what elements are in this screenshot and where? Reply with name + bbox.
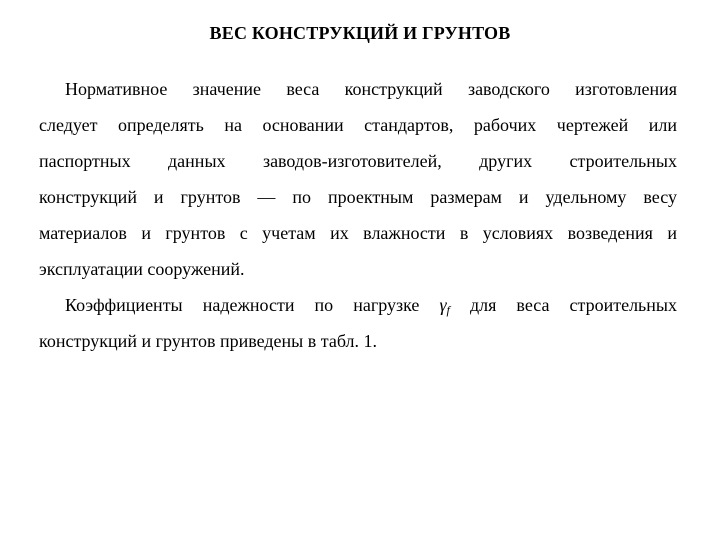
text-fragment: Коэффициенты надежности по нагрузке <box>65 295 420 315</box>
gamma-f-symbol <box>439 295 449 315</box>
gamma-letter: γ <box>439 295 447 315</box>
text-line: конструкций и грунтов — по проектным размерам и удельному весу <box>39 187 677 207</box>
text-line: конструкций и грунтов приведены в табл. 1. <box>39 331 378 351</box>
text-line: паспортных данных заводов-изготовителей, других строительных <box>39 151 677 171</box>
text-line: следует определять на основании стандартов, рабочих чертежей или <box>39 115 677 135</box>
text-line <box>65 294 677 321</box>
gamma-subscript: f <box>446 303 450 317</box>
text-line: материалов и грунтов с учетам их влажности в условиях возведения и <box>39 223 677 243</box>
text-fragment: для веса строительных <box>469 295 677 315</box>
page-title: ВЕС КОНСТРУКЦИЙ И ГРУНТОВ <box>209 23 511 43</box>
text-line: Нормативное значение веса конструкций заводского изготовления <box>65 79 677 99</box>
text-line: эксплуатации сооружений. <box>39 259 245 279</box>
